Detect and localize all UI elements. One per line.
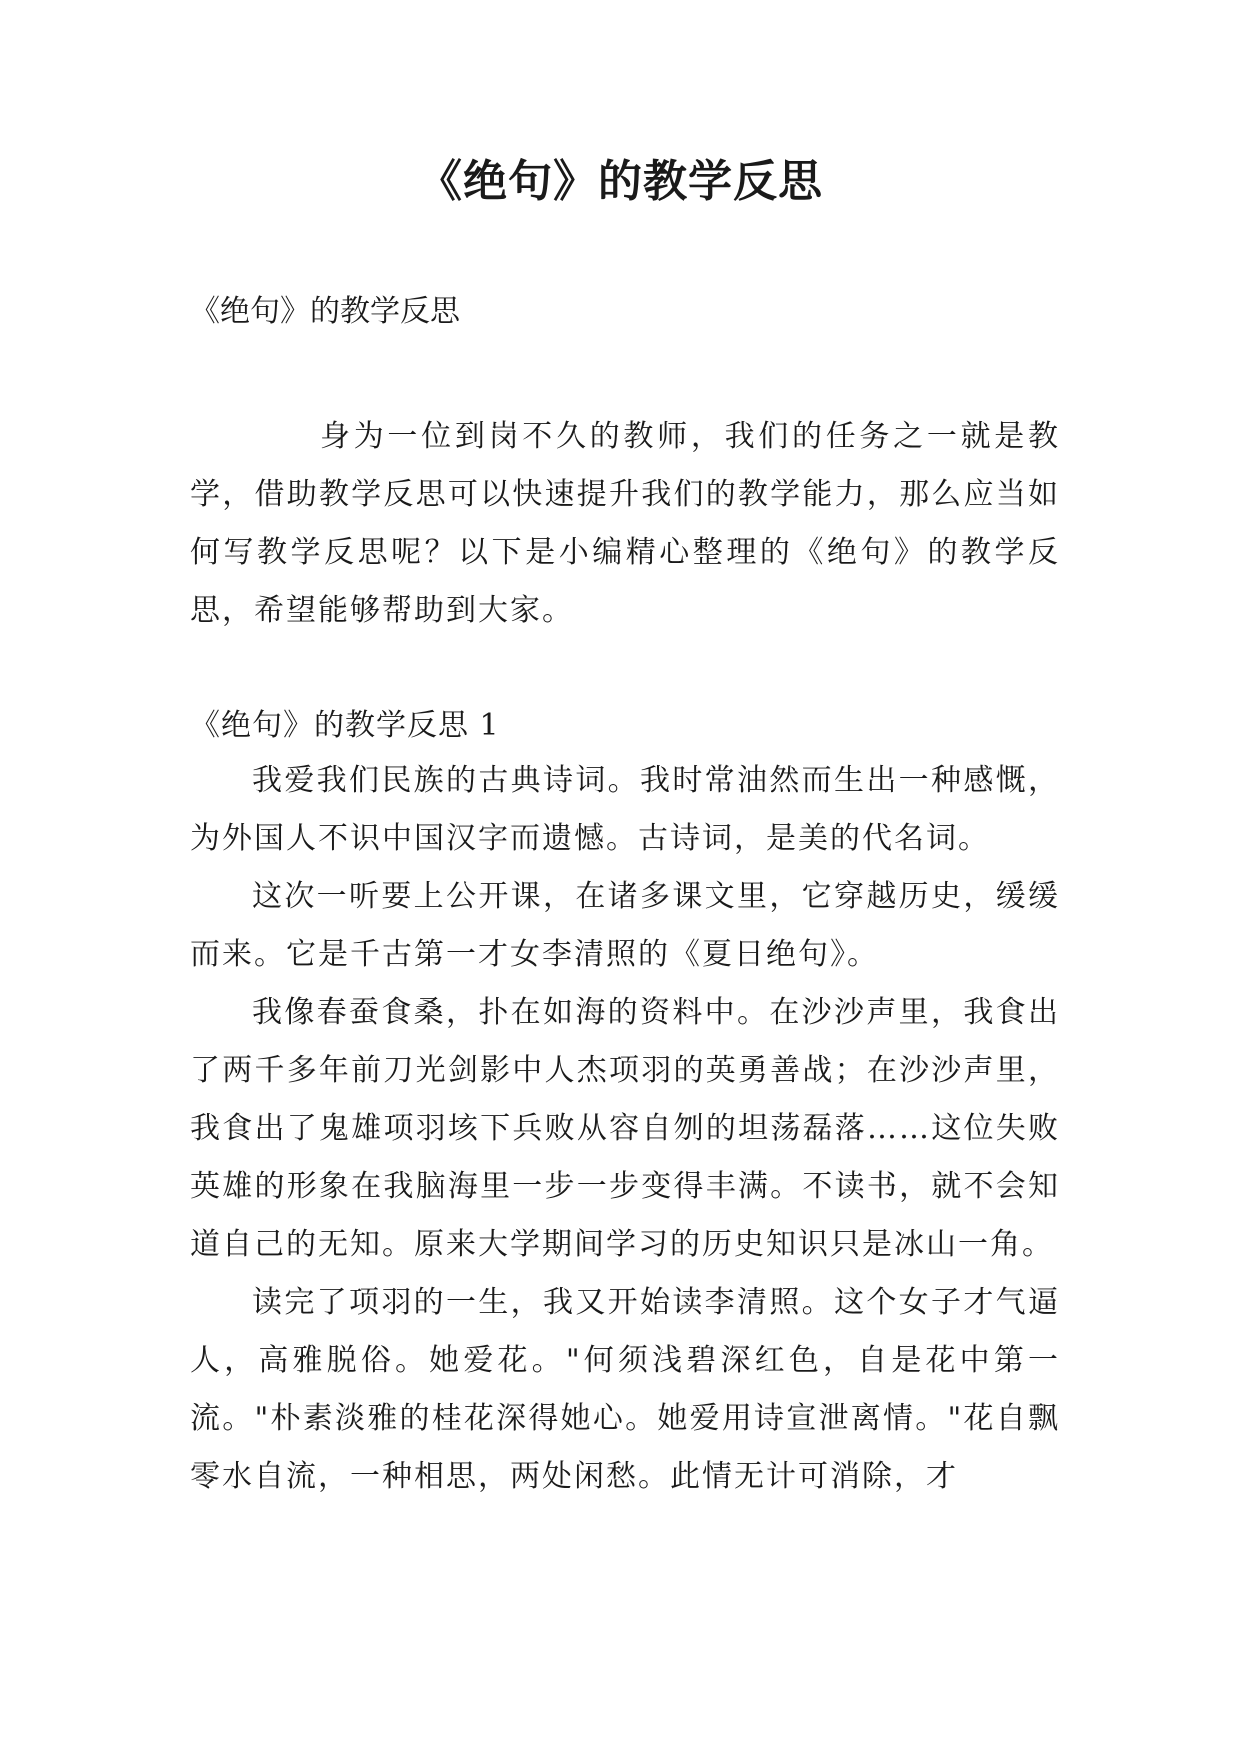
paragraph: 读完了项羽的一生，我又开始读李清照。这个女子才气逼人，高雅脱俗。她爱花。"何须浅碧深红色，自是花中第一流。"朴素淡雅的桂花深得她心。她爱用诗宣泄离情。"花自飘零水自流，一种相思，两处闲愁。此情无计可消除，才 [190,1285,1060,1494]
document-subtitle: 《绝句》的教学反思 [190,294,460,329]
intro-paragraph: 身为一位到岗不久的教师，我们的任务之一就是教学，借助教学反思可以快速提升我们的教学能力，那么应当如何写教学反思呢？以下是小编精心整理的《绝句》的教学反思，希望能够帮助到大家。 [190,419,1060,628]
document-title: 《绝句》的教学反思 [418,156,823,207]
paragraph: 这次一听要上公开课，在诸多课文里，它穿越历史，缓缓而来。它是千古第一才女李清照的《夏日绝句》。 [190,879,1060,972]
paragraph: 我像春蚕食桑，扑在如海的资料中。在沙沙声里，我食出了两千多年前刀光剑影中人杰项羽的英勇善战；在沙沙声里，我食出了鬼雄项羽垓下兵败从容自刎的坦荡磊落……这位失败英雄的形象在我脑海里一步一步变得丰满。不读书，就不会知道自己的无知。原来大学期间学习的历史知识只是冰山一角。 [190,995,1060,1262]
section-body [190,752,1060,1506]
paragraph: 我爱我们民族的古典诗词。我时常油然而生出一种感慨，为外国人不识中国汉字而遗憾。古诗词，是美的代名词。 [190,763,1060,856]
section-heading: 《绝句》的教学反思 1 [190,708,500,743]
